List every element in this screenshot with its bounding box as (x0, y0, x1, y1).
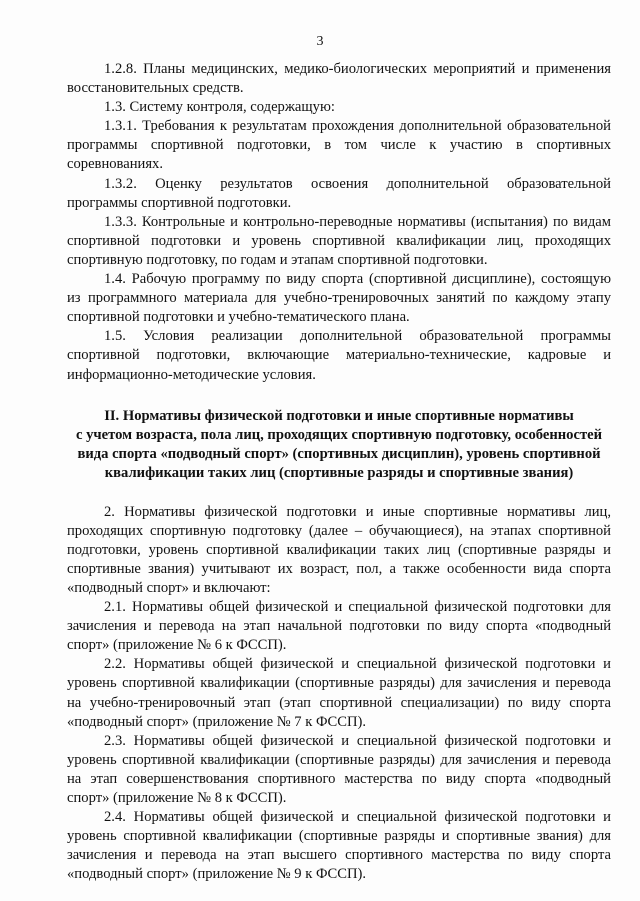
paragraph-2-4: 2.4. Нормативы общей физической и специальной физической подготовки и уровень спортивной квалификации (спортивные разряды и спортивные звания) для зачисления и перевода на этап высшего спортивного мастерства по виду спорта «подводный спорт» (приложение № 9 к ФССП). (67, 809, 611, 883)
paragraph-1-4: 1.4. Рабочую программу по виду спорта (спортивной дисциплине), состоящую из программного материала для учебно-тренировочных занятий по каждому этапу спортивной подготовки и учебно-тематического плана. (67, 271, 611, 326)
paragraph-2-1: 2.1. Нормативы общей физической и специальной физической подготовки для зачисления и перевода на этап начальной подготовки по виду спорта «подводный спорт» (приложение № 6 к ФССП). (67, 599, 611, 654)
heading-line: квалификации таких лиц (спортивные разряды и спортивные звания) (104, 464, 574, 481)
section-heading (67, 407, 611, 483)
paragraph-2: 2. Нормативы физической подготовки и иные спортивные нормативы лиц, проходящих спортивную подготовку (далее – обучающиеся), на этапах спортивной подготовки, уровень спортивной квалификации таких лиц (спортивные разряды и спортивные звания) учитывают их возраст, пол, а также особенности вида спорта «подводный спорт» и включают: (67, 503, 611, 596)
paragraph-1-5: 1.5. Условия реализации дополнительной образовательной программы спортивной подготовки, включающие материально-технические, кадровые и информационно-методические условия. (67, 328, 611, 383)
paragraph-1-3-3: 1.3.3. Контрольные и контрольно-переводные нормативы (испытания) по видам спортивной подготовки и уровень спортивной квалификации лиц, проходящих спортивную подготовку, по годам и этапам спортивной подготовки. (67, 213, 611, 268)
page-number: 3 (316, 34, 324, 49)
heading-line: вида спорта «подводный спорт» (спортивных дисциплин), уровень спортивной (77, 445, 601, 462)
heading-line: с учетом возраста, пола лиц, проходящих спортивную подготовку, особенностей (76, 426, 602, 443)
paragraph-2-2: 2.2. Нормативы общей физической и специальной физической подготовки и уровень спортивной квалификации (спортивные разряды) для зачисления и перевода на учебно-тренировочный этап (этап спортивной специализации) по виду спорта «подводный спорт» (приложение № 7 к ФССП). (67, 656, 611, 730)
paragraph-1-3-1: 1.3.1. Требования к результатам прохождения дополнительной образовательной программы спортивной подготовки, в том числе к участию в спортивных соревнованиях. (67, 118, 611, 173)
paragraph-1-3: 1.3. Систему контроля, содержащую: (104, 99, 335, 116)
heading-line: II. Нормативы физической подготовки и иные спортивные нормативы (104, 407, 574, 424)
paragraph-1-2-8: 1.2.8. Планы медицинских, медико-биологических мероприятий и применения восстановительных средств. (67, 61, 611, 97)
paragraph-1-3-2: 1.3.2. Оценку результатов освоения дополнительной образовательной программы спортивной подготовки. (67, 175, 611, 211)
paragraph-2-3: 2.3. Нормативы общей физической и специальной физической подготовки и уровень спортивной квалификации (спортивные разряды) для зачисления и перевода на этап совершенствования спортивного мастерства по виду спорта «подводный спорт» (приложение № 8 к ФССП). (67, 732, 611, 806)
document-body (67, 60, 611, 884)
